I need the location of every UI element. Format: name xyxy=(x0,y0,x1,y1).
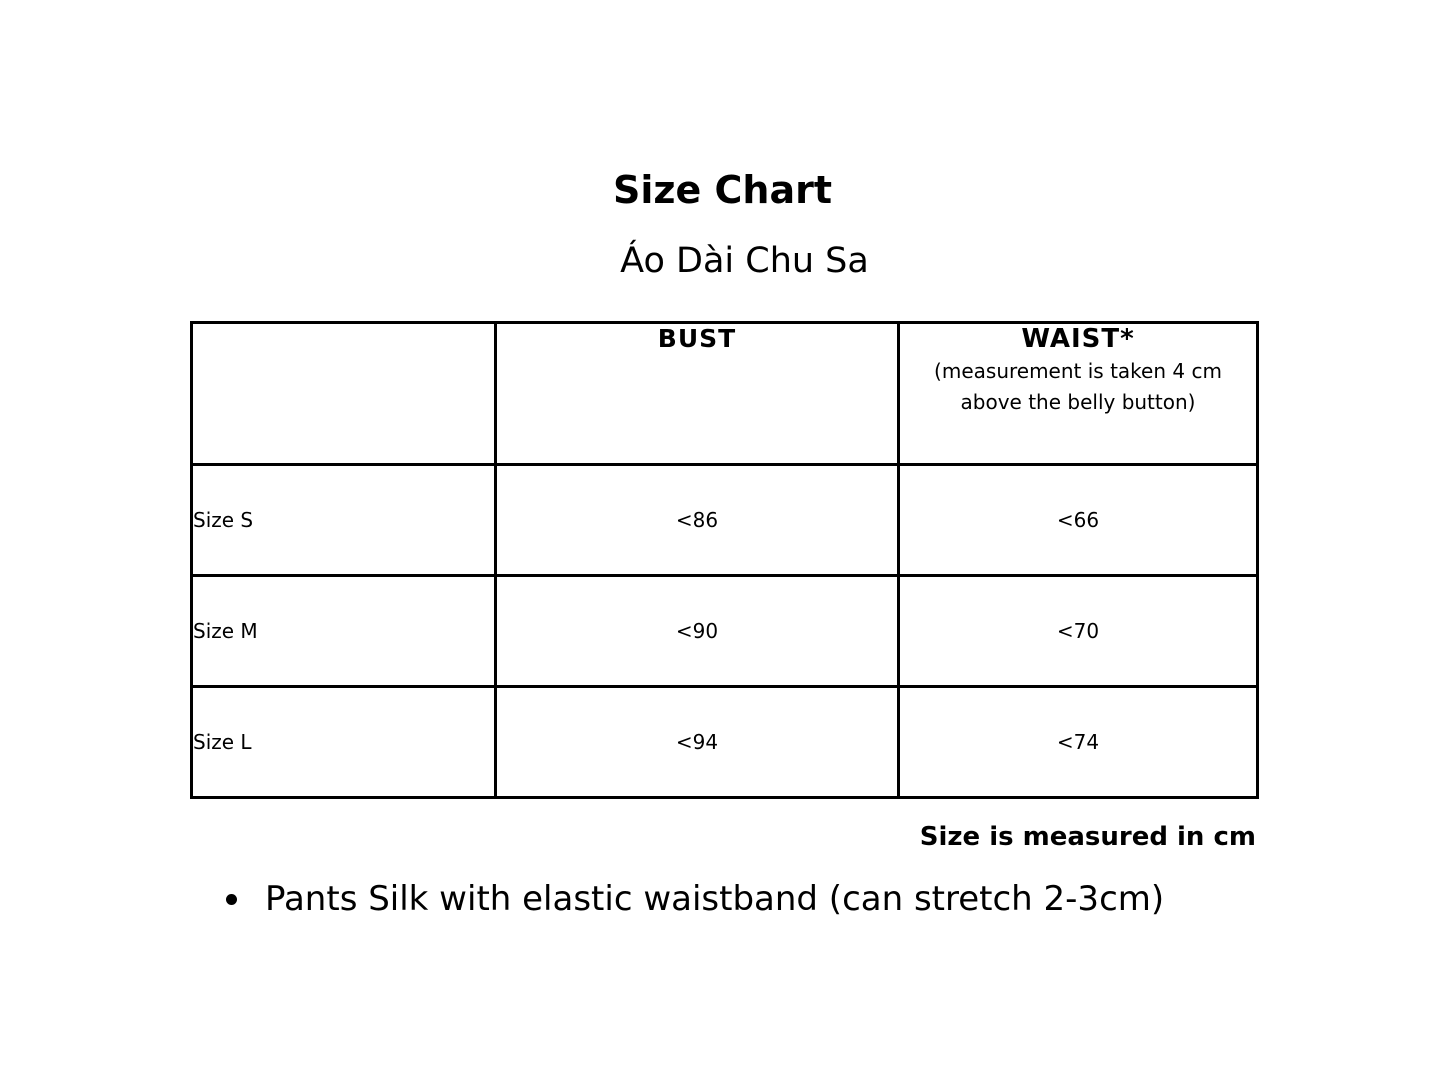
waist-header-note: (measurement is taken 4 cm above the belly button) xyxy=(934,359,1222,414)
bust-value-cell: <90 xyxy=(496,576,899,687)
size-label-cell: Size S xyxy=(192,465,496,576)
waist-value-cell: <66 xyxy=(899,465,1258,576)
size-label-cell: Size L xyxy=(192,687,496,798)
size-table xyxy=(190,321,1259,799)
notes-list xyxy=(226,876,1164,922)
bullet-icon xyxy=(226,894,237,905)
table-header-row xyxy=(192,323,1258,465)
bust-value-cell: <86 xyxy=(496,465,899,576)
corner-header-cell xyxy=(192,323,496,465)
waist-value-cell: <70 xyxy=(899,576,1258,687)
page-title: Size Chart xyxy=(612,168,832,212)
table-row xyxy=(192,576,1258,687)
size-label-cell: Size M xyxy=(192,576,496,687)
bust-header: BUST xyxy=(496,323,899,465)
table-row xyxy=(192,465,1258,576)
waist-value-cell: <74 xyxy=(899,687,1258,798)
table-row xyxy=(192,687,1258,798)
note-text: Pants Silk with elastic waistband (can stretch 2-3cm) xyxy=(265,879,1165,919)
bust-value-cell: <94 xyxy=(496,687,899,798)
list-item xyxy=(226,876,1164,922)
waist-header: WAIST* xyxy=(1021,324,1135,354)
waist-header-cell xyxy=(899,323,1258,465)
unit-footnote: Size is measured in cm xyxy=(919,822,1256,852)
product-name: Áo Dài Chu Sa xyxy=(620,241,869,281)
